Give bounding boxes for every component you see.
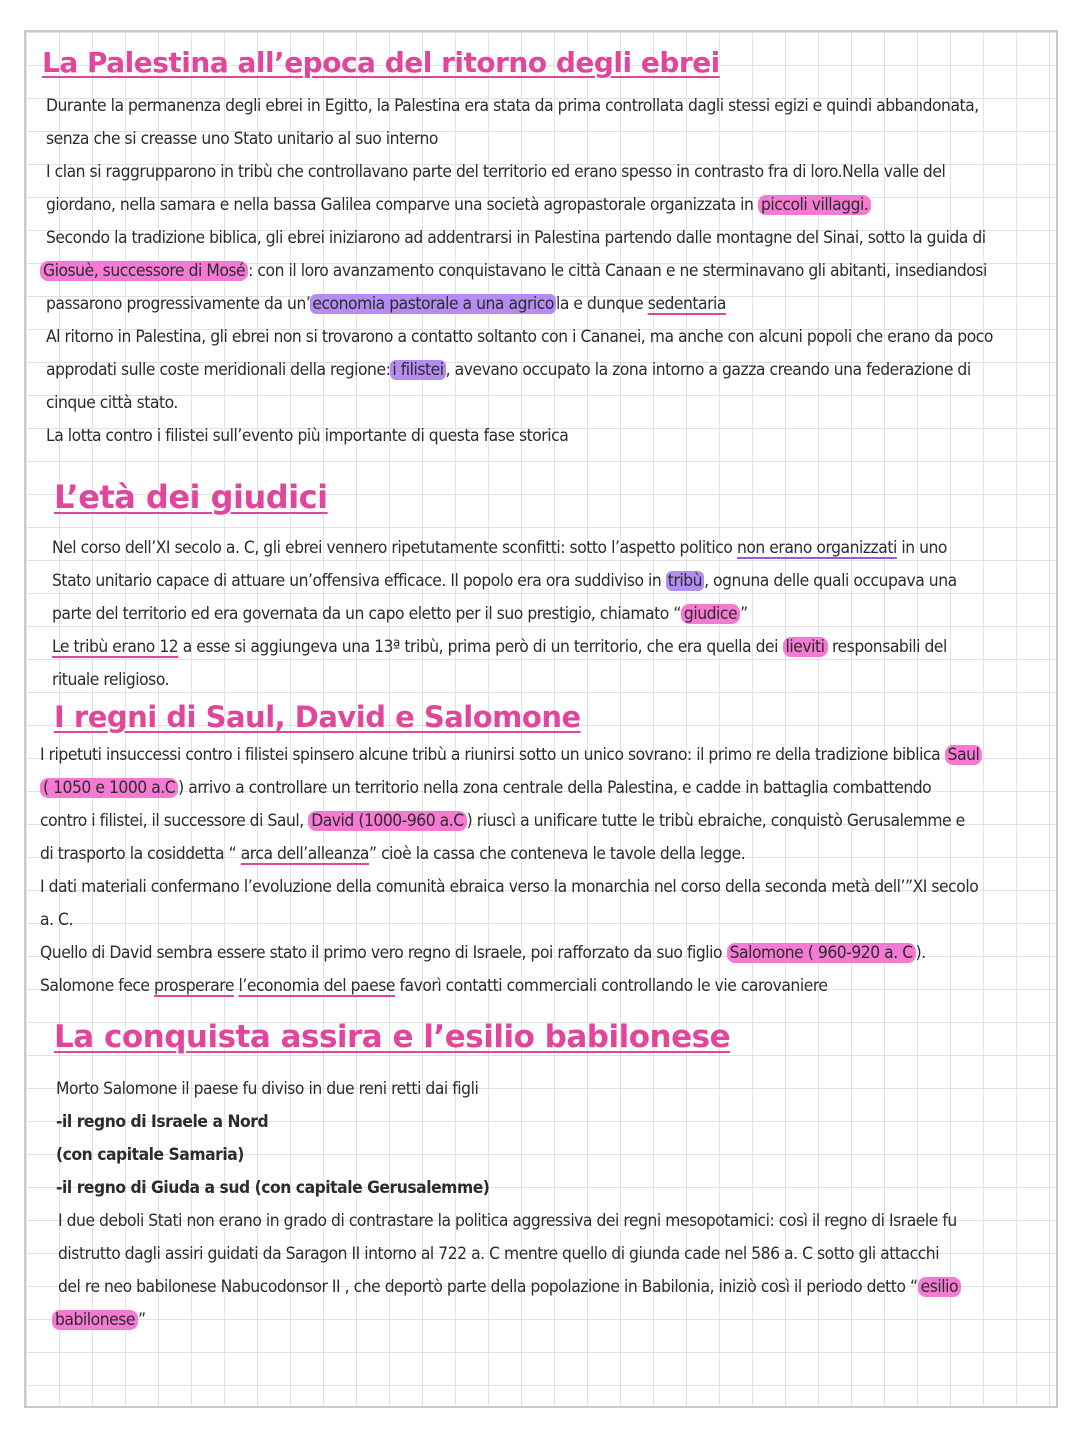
- paragraph-line: senza che si creasse uno Stato unitario al suo interno: [46, 129, 438, 149]
- paragraph-line-bold: -il regno di Israele a Nord: [56, 1112, 269, 1132]
- paragraph-line: [52, 565, 957, 598]
- paragraph-line: [40, 805, 965, 838]
- paragraph-line: I due deboli Stati non erano in grado di contrastare la politica aggressiva dei regni mesopotamici: così il regno di Israele fu: [58, 1211, 957, 1231]
- text-span: ” cioè la cassa che conteneva le tavole della legge.: [369, 844, 746, 864]
- underline-tribu-12: Le tribù erano 12: [52, 637, 179, 657]
- highlight-lieviti: lieviti: [783, 637, 828, 657]
- section-title-palestina: La Palestina all’epoca del ritorno degli ebrei: [42, 46, 720, 79]
- highlight-tribu: tribù: [667, 571, 703, 591]
- underline-arca: arca dell’alleanza: [240, 844, 369, 864]
- paragraph-line: rituale religioso.: [52, 670, 170, 690]
- text-span: parte del territorio ed era governata da un capo eletto per il suo prestigio, chiamato “: [52, 604, 681, 624]
- paragraph-line: I clan si raggrupparono in tribù che controllavano parte del territorio ed erano spesso in contrasto fra di loro.Nella valle del: [46, 162, 946, 182]
- paragraph-line: [46, 354, 971, 387]
- highlight-esilio: esilio: [918, 1277, 961, 1297]
- highlight-giosue: Giosuè, successore di Mosé: [40, 261, 248, 281]
- text-span: ) riuscì a unificare tutte le tribù ebraiche, conquistò Gerusalemme e: [466, 811, 965, 831]
- text-span: la e dunque: [555, 294, 648, 314]
- section-title-conquista: La conquista assira e l’esilio babilonese: [54, 1019, 731, 1055]
- paragraph-line: [40, 739, 982, 772]
- text-span: : con il loro avanzamento conquistavano le città Canaan e ne sterminavano gli abitanti, insediandosi: [248, 261, 987, 281]
- paragraph-line: [52, 598, 748, 631]
- highlight-giudice: giudice: [681, 604, 740, 624]
- highlight-david: David (1000-960 a.C: [308, 811, 466, 831]
- text-span: a esse si aggiungeva una 13ª tribù, prima però di un territorio, che era quella dei: [178, 637, 783, 657]
- paragraph-line: [52, 1304, 146, 1337]
- paragraph-line-bold: (con capitale Samaria): [56, 1145, 244, 1165]
- paragraph-line: [40, 970, 828, 1003]
- text-span: Salomone fece: [40, 976, 155, 996]
- highlight-babilonese: babilonese: [52, 1310, 138, 1330]
- paragraph-line: [52, 631, 947, 664]
- text-span: , avevano occupato la zona intorno a gazza creando una federazione di: [445, 360, 971, 380]
- text-span: ).: [915, 943, 926, 963]
- text-span: giordano, nella samara e nella bassa Galilea comparve una società agropastorale organizzata in: [46, 195, 754, 215]
- paragraph-line: cinque città stato.: [46, 393, 178, 413]
- underline-sedentaria: sedentaria: [647, 294, 727, 314]
- text-span: favorì contatti commerciali controllando le vie carovaniere: [395, 976, 828, 996]
- text-span: di trasporto la cosiddetta “: [40, 844, 241, 864]
- paragraph-line: [46, 189, 871, 222]
- text-span: passarono progressivamente da un’: [46, 294, 311, 314]
- section-title-regni: I regni di Saul, David e Salomone: [54, 700, 581, 734]
- text-span: del re neo babilonese Nabucodonsor II , che deportò parte della popolazione in Babilonia, iniziò così il periodo detto “: [58, 1277, 918, 1297]
- paragraph-line: Durante la permanenza degli ebrei in Egitto, la Palestina era stata da prima controllata dagli stessi egizi e quindi abbandonata,: [46, 96, 979, 116]
- highlight-saul: Saul: [945, 745, 983, 765]
- text-span: Stato unitario capace di attuare un’offensiva efficace. Il popolo era ora suddiviso in: [52, 571, 666, 591]
- underline-non-organizzati: non erano organizzati: [736, 538, 897, 558]
- text-span: ”: [138, 1310, 146, 1330]
- paragraph-line: La lotta contro i filistei sull’evento più importante di questa fase storica: [46, 426, 569, 446]
- paragraph-line: a. C.: [40, 910, 73, 930]
- text-span: approdati sulle coste meridionali della regione:: [46, 360, 391, 380]
- text-span: ”: [740, 604, 748, 624]
- highlight-piccoli-villaggi: piccoli villaggi.: [758, 195, 871, 215]
- underline-economia-paese: l’economia del paese: [238, 976, 395, 996]
- section-title-giudici: L’età dei giudici: [54, 478, 328, 516]
- highlight-date-saul: ( 1050 e 1000 a.C: [40, 778, 178, 798]
- paragraph-line: Morto Salomone il paese fu diviso in due reni retti dai figli: [56, 1079, 479, 1099]
- paragraph-line: distrutto dagli assiri guidati da Saragon II intorno al 722 a. C mentre quello di giunda cade nel 586 a. C sotto gli attacchi: [58, 1244, 940, 1264]
- paragraph-line: [40, 937, 926, 970]
- highlight-salomone: Salomone ( 960-920 a. C: [727, 943, 916, 963]
- text-span: Quello di David sembra essere stato il primo vero regno di Israele, poi rafforzato da suo figlio: [40, 943, 727, 963]
- paragraph-line: [40, 255, 987, 288]
- paragraph-line: [46, 288, 726, 321]
- paragraph-line: [40, 838, 745, 871]
- highlight-filistei: i filistei: [392, 360, 444, 380]
- highlight-economia-agricola: economia pastorale a una agrico: [312, 294, 554, 314]
- text-span: in uno: [896, 538, 947, 558]
- text-span: I ripetuti insuccessi contro i filistei spinsero alcune tribù a riunirsi sotto un unico sovrano: il primo re della tradizione biblica: [40, 745, 945, 765]
- paragraph-line: [52, 532, 947, 565]
- paragraph-line: Al ritorno in Palestina, gli ebrei non si trovarono a contatto soltanto con i Cananei, ma anche con alcuni popoli che erano da poco: [46, 327, 993, 347]
- paragraph-line: Secondo la tradizione biblica, gli ebrei iniziarono ad addentrarsi in Palestina partendo dalle montagne del Sinai, sotto la guida di: [46, 228, 986, 248]
- text-span: contro i filistei, il successore di Saul,: [40, 811, 309, 831]
- text-span: Nel corso dell’XI secolo a. C, gli ebrei vennero ripetutamente sconfitti: sotto l’aspetto politico: [52, 538, 737, 558]
- paragraph-line: I dati materiali confermano l’evoluzione della comunità ebraica verso la monarchia nel corso della seconda metà dell’”XI secolo: [40, 877, 979, 897]
- paragraph-line: [40, 772, 931, 805]
- underline-prosperare: prosperare: [154, 976, 234, 996]
- paragraph-line-bold: -il regno di Giuda a sud (con capitale Gerusalemme): [56, 1178, 490, 1198]
- text-span: responsabili del: [827, 637, 947, 657]
- text-span: , ognuna delle quali occupava una: [704, 571, 957, 591]
- text-span: ) arrivo a controllare un territorio nella zona centrale della Palestina, e cadde in battaglia combattendo: [178, 778, 932, 798]
- paragraph-line: [58, 1271, 961, 1304]
